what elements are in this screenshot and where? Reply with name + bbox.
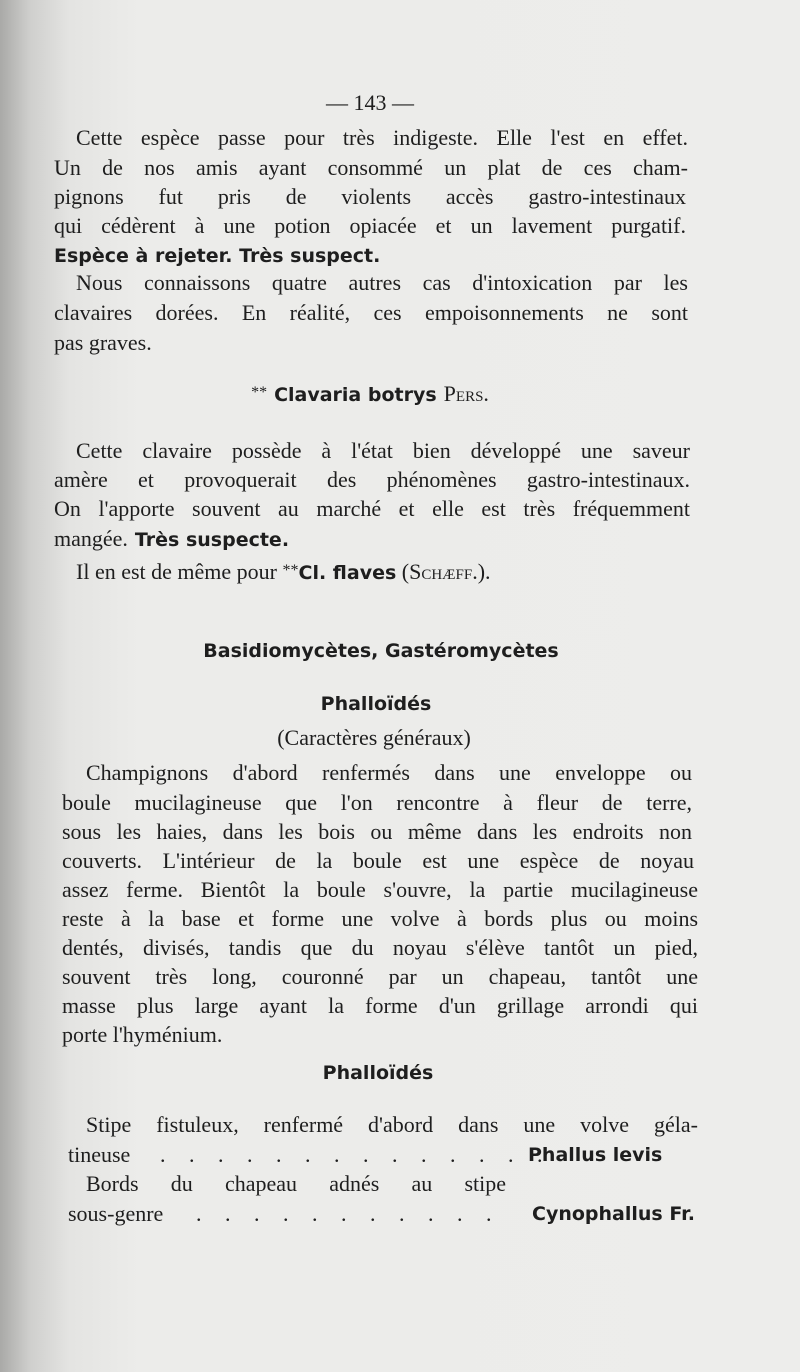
text-line: pignons fut pris de violents accès gastro-intestinaux [54,184,686,209]
key-entry-text: Bords du chapeau adnés au stipe [86,1171,506,1196]
text-line: qui cédèrent à une potion opiacée et un lavement purgatif. [54,213,686,238]
text-line [54,526,289,553]
text-line: Cette clavaire possède à l'état bien développé une saveur [76,438,690,463]
text-line: Nous connaissons quatre autres cas d'intoxication par les [76,270,688,295]
text-line: souvent très long, couronné par un chapeau, tantôt une [62,964,698,989]
text-line: boule mucilagineuse que l'on rencontre à fleur de terre, [62,790,692,815]
stars-marker: ** [251,384,268,401]
family-heading: Phalloïdés [320,693,432,715]
genus-name: Phallus levis [528,1144,663,1166]
leader-dots: . . . . . . . . . . . [196,1201,501,1226]
text-line: dentés, divisés, tandis que du noyau s'élève tantôt un pied, [62,935,698,960]
key-entry-text: sous-genre [68,1201,164,1226]
key-entry-text: Stipe fistuleux, renfermé d'abord dans une volve géla- [86,1112,698,1137]
text-line: couverts. L'intérieur de la boule est une espèce de noyau [62,848,694,873]
text-line: porte l'hyménium. [62,1022,223,1047]
verdict-bold: Espèce à rejeter. Très suspect. [54,245,381,267]
text-line: Champignons d'abord renfermés dans une enveloppe ou [86,760,692,785]
genus-name: Cynophallus Fr. [532,1203,695,1225]
text-line: reste à la base et forme une volve à bords plus ou moins [62,906,698,931]
stars-marker: ** [282,562,299,579]
text-span: ). [477,559,491,584]
text-span: mangée. [54,526,128,551]
species-heading [0,380,740,408]
text-line: masse plus large ayant la forme d'un grillage arrondi qui [62,993,698,1018]
text-span: Il en est de même pour [76,559,283,584]
key-heading: Phalloïdés [322,1062,434,1084]
family-subheading: (Caractères généraux) [277,725,471,750]
text-line: clavaires dorées. En réalité, ces empoisonnements ne sont [54,300,688,325]
text-line: Un de nos amis ayant consommé un plat de ces cham- [54,155,688,180]
leader-dots: . . . . . . . . . . . . . . [160,1142,552,1167]
species-author: Pers. [443,381,489,406]
species-author: Schæff. [409,559,478,584]
species-name: Cl. flaves [298,562,397,584]
text-line [76,558,491,586]
section-heading: Basidiomycètes, Gastéromycètes [203,640,559,662]
text-span: ( [396,559,410,584]
key-entry-text: tineuse [68,1142,131,1167]
species-name: Clavaria botrys [274,384,437,406]
page-number: — 143 — [326,90,414,115]
text-line: On l'apporte souvent au marché et elle est très fréquemment [54,496,690,521]
text-line: Cette espèce passe pour très indigeste. Elle l'est en effet. [76,125,688,150]
text-line: pas graves. [54,330,152,355]
text-line: assez ferme. Bientôt la boule s'ouvre, la partie mucilagineuse [62,877,698,902]
text-line: sous les haies, dans les bois ou même dans les endroits non [62,819,692,844]
text-line: amère et provoquerait des phénomènes gastro-intestinaux. [54,467,690,492]
verdict-bold: Très suspecte. [134,529,290,551]
